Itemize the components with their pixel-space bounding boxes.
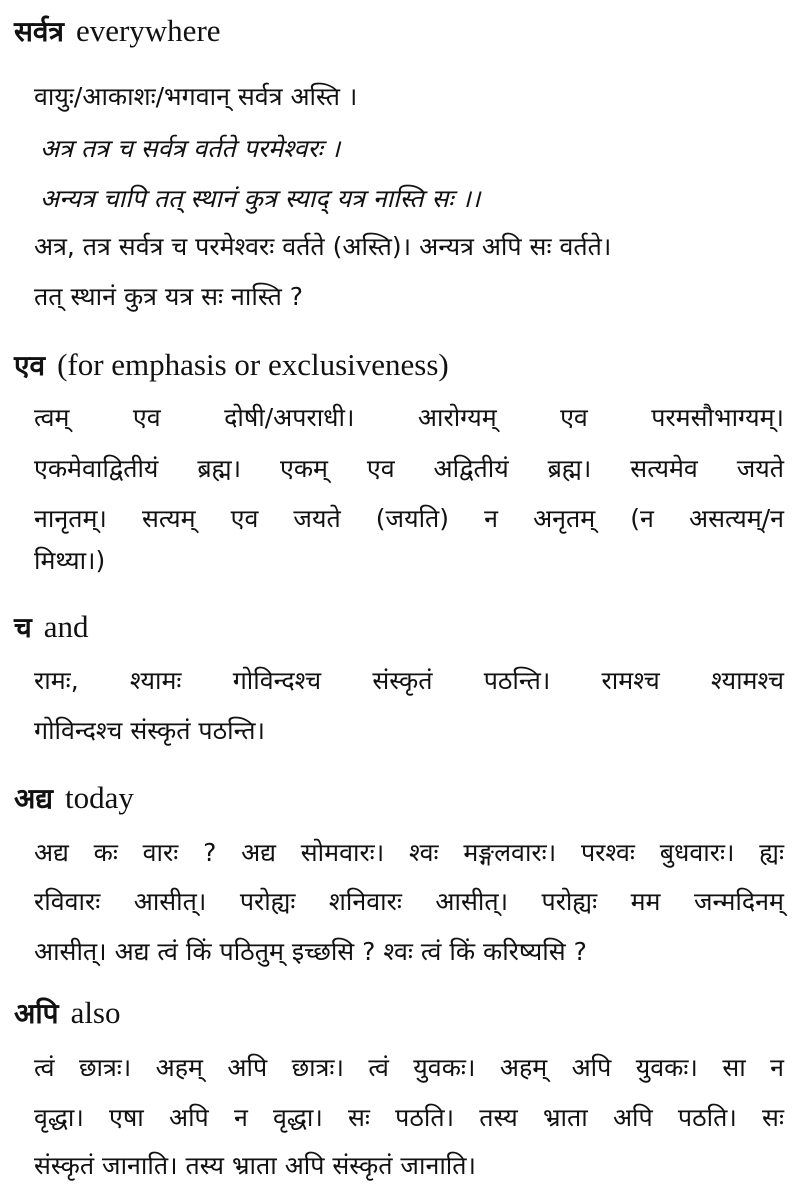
example-line: संस्कृतं जानाति। तस्य भ्राता अपि संस्कृतं जानाति। [34, 1151, 477, 1180]
example-line: त्वं छात्रः। अहम् अपि छात्रः। त्वं युवकः। अहम् अपि युवकः। सा न [34, 1053, 784, 1082]
headword: अपि [14, 997, 59, 1030]
headword-meaning: everywhere [75, 13, 221, 48]
example-line: अत्र, तत्र सर्वत्र च परमेश्वरः वर्तते (अस्ति)। अन्यत्र अपि सः वर्तते। [34, 232, 612, 261]
headword-meaning: today [65, 780, 134, 815]
entry-heading [14, 607, 89, 647]
headword-meaning: (for emphasis or exclusiveness) [57, 347, 449, 382]
example-line: रविवारः आसीत्। परोह्यः शनिवारः आसीत्। परोह्यः मम जन्मदिनम् [34, 887, 784, 916]
entry-heading [14, 778, 134, 818]
headword: एव [14, 349, 46, 382]
entry-heading [14, 993, 121, 1033]
example-line: अद्य कः वारः ? अद्य सोमवारः। श्वः मङ्गलवारः। परश्वः बुधवारः। ह्यः [34, 838, 784, 867]
example-line: नानृतम्। सत्यम् एव जयते (जयति) न अनृतम् (न असत्यम्/न [34, 504, 784, 533]
example-line: तत् स्थानं कुत्र यत्र सः नास्ति ? [34, 282, 304, 311]
example-line: वायुः/आकाशः/भगवान् सर्वत्र अस्ति । [34, 82, 358, 111]
example-line: वृद्धा। एषा अपि न वृद्धा। सः पठति। तस्य भ्राता अपि पठति। सः [34, 1103, 784, 1132]
verse-line: अत्र तत्र च सर्वत्र वर्तते परमेश्वरः । [40, 134, 341, 163]
headword-meaning: and [43, 609, 89, 644]
headword-meaning: also [70, 995, 121, 1030]
headword: च [14, 611, 32, 644]
headword: अद्य [14, 782, 54, 815]
example-line: आसीत्। अद्य त्वं किं पठितुम् इच्छसि ? श्वः त्वं किं करिष्यसि ? [34, 937, 587, 966]
headword: सर्वत्र [14, 15, 64, 48]
example-line: एकमेवाद्वितीयं ब्रह्म। एकम् एव अद्वितीयं ब्रह्म। सत्यमेव जयते [34, 454, 784, 483]
verse-line: अन्यत्र चापि तत् स्थानं कुत्र स्याद् यत्र नास्ति सः ।। [40, 184, 481, 213]
example-line: मिथ्या।) [34, 546, 106, 575]
entry-heading [14, 11, 221, 51]
example-line: त्वम् एव दोषी/अपराधी। आरोग्यम् एव परमसौभाग्यम्। [34, 403, 784, 432]
example-line: गोविन्दश्च संस्कृतं पठन्ति। [34, 716, 266, 745]
entry-heading [14, 345, 449, 385]
example-line: रामः, श्यामः गोविन्दश्च संस्कृतं पठन्ति। रामश्च श्यामश्च [34, 666, 784, 695]
